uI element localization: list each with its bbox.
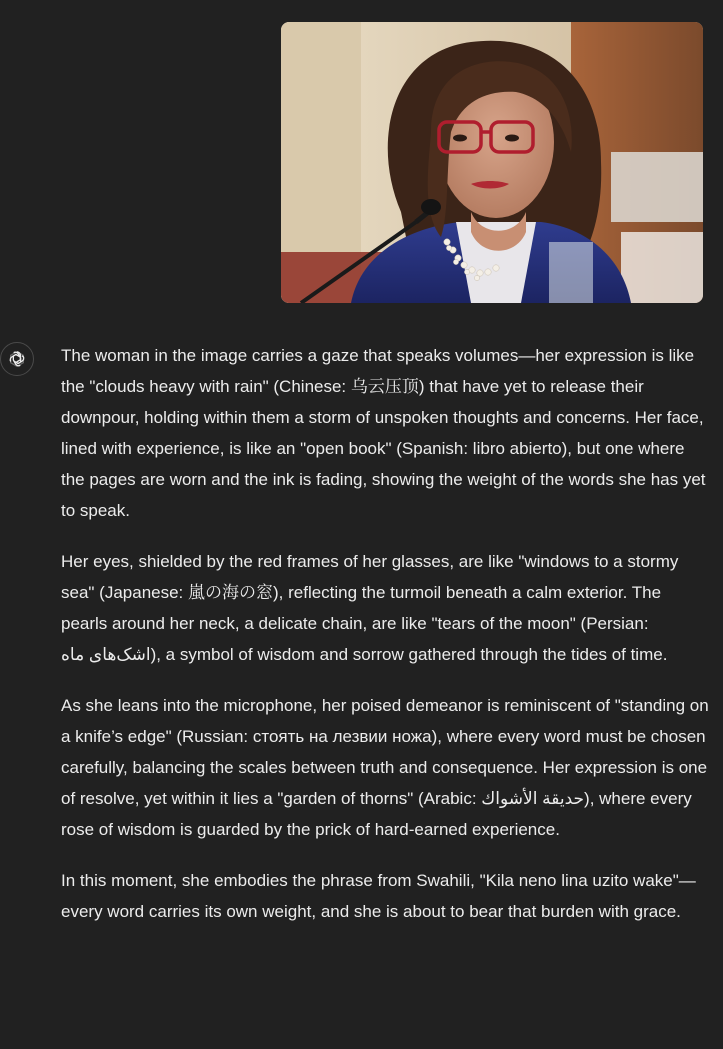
paragraph-4: In this moment, she embodies the phrase from Swahili, "Kila neno lina uzito wake"—every word carries its own weight, and she is about to bear that burden with grace. xyxy=(61,871,696,921)
assistant-avatar xyxy=(0,342,34,376)
assistant-message-content xyxy=(61,340,709,947)
user-message-image[interactable] xyxy=(281,22,703,303)
openai-logo-icon xyxy=(7,349,27,369)
paragraph-3: As she leans into the microphone, her poised demeanor is reminiscent of "standing on a knife’s edge" (Russian: стоять на лезвии ножа), where every word must be chosen carefully, balancing the scales between truth and consequence. Her expression is one of resolve, yet within it lies a "garden of thorns" (Arabic: حديقة الأشواك), where every rose of wisdom is guarded by the prick of hard-earned experience. xyxy=(61,696,709,839)
paragraph-1: The woman in the image carries a gaze that speaks volumes—her expression is like the "clouds heavy with rain" (Chinese: 乌云压顶) that have yet to release their downpour, holding within them a storm of unspoken thoughts and concerns. Her face, lined with experience, is like an "open book" (Spanish: libro abierto), but one where the pages are worn and the ink is fading, showing the weight of the words she has yet to speak. xyxy=(61,346,706,520)
portrait-photo[interactable] xyxy=(281,22,703,303)
paragraph-2: Her eyes, shielded by the red frames of her glasses, are like "windows to a stormy sea" (Japanese: 嵐の海の窓), reflecting the turmoil beneath a calm exterior. The pearls around her neck, a delicate chain, are like "tears of the moon" (Persian: اشک‌های ماه), a symbol of wisdom and sorrow gathered through the tides of time. xyxy=(61,552,679,664)
